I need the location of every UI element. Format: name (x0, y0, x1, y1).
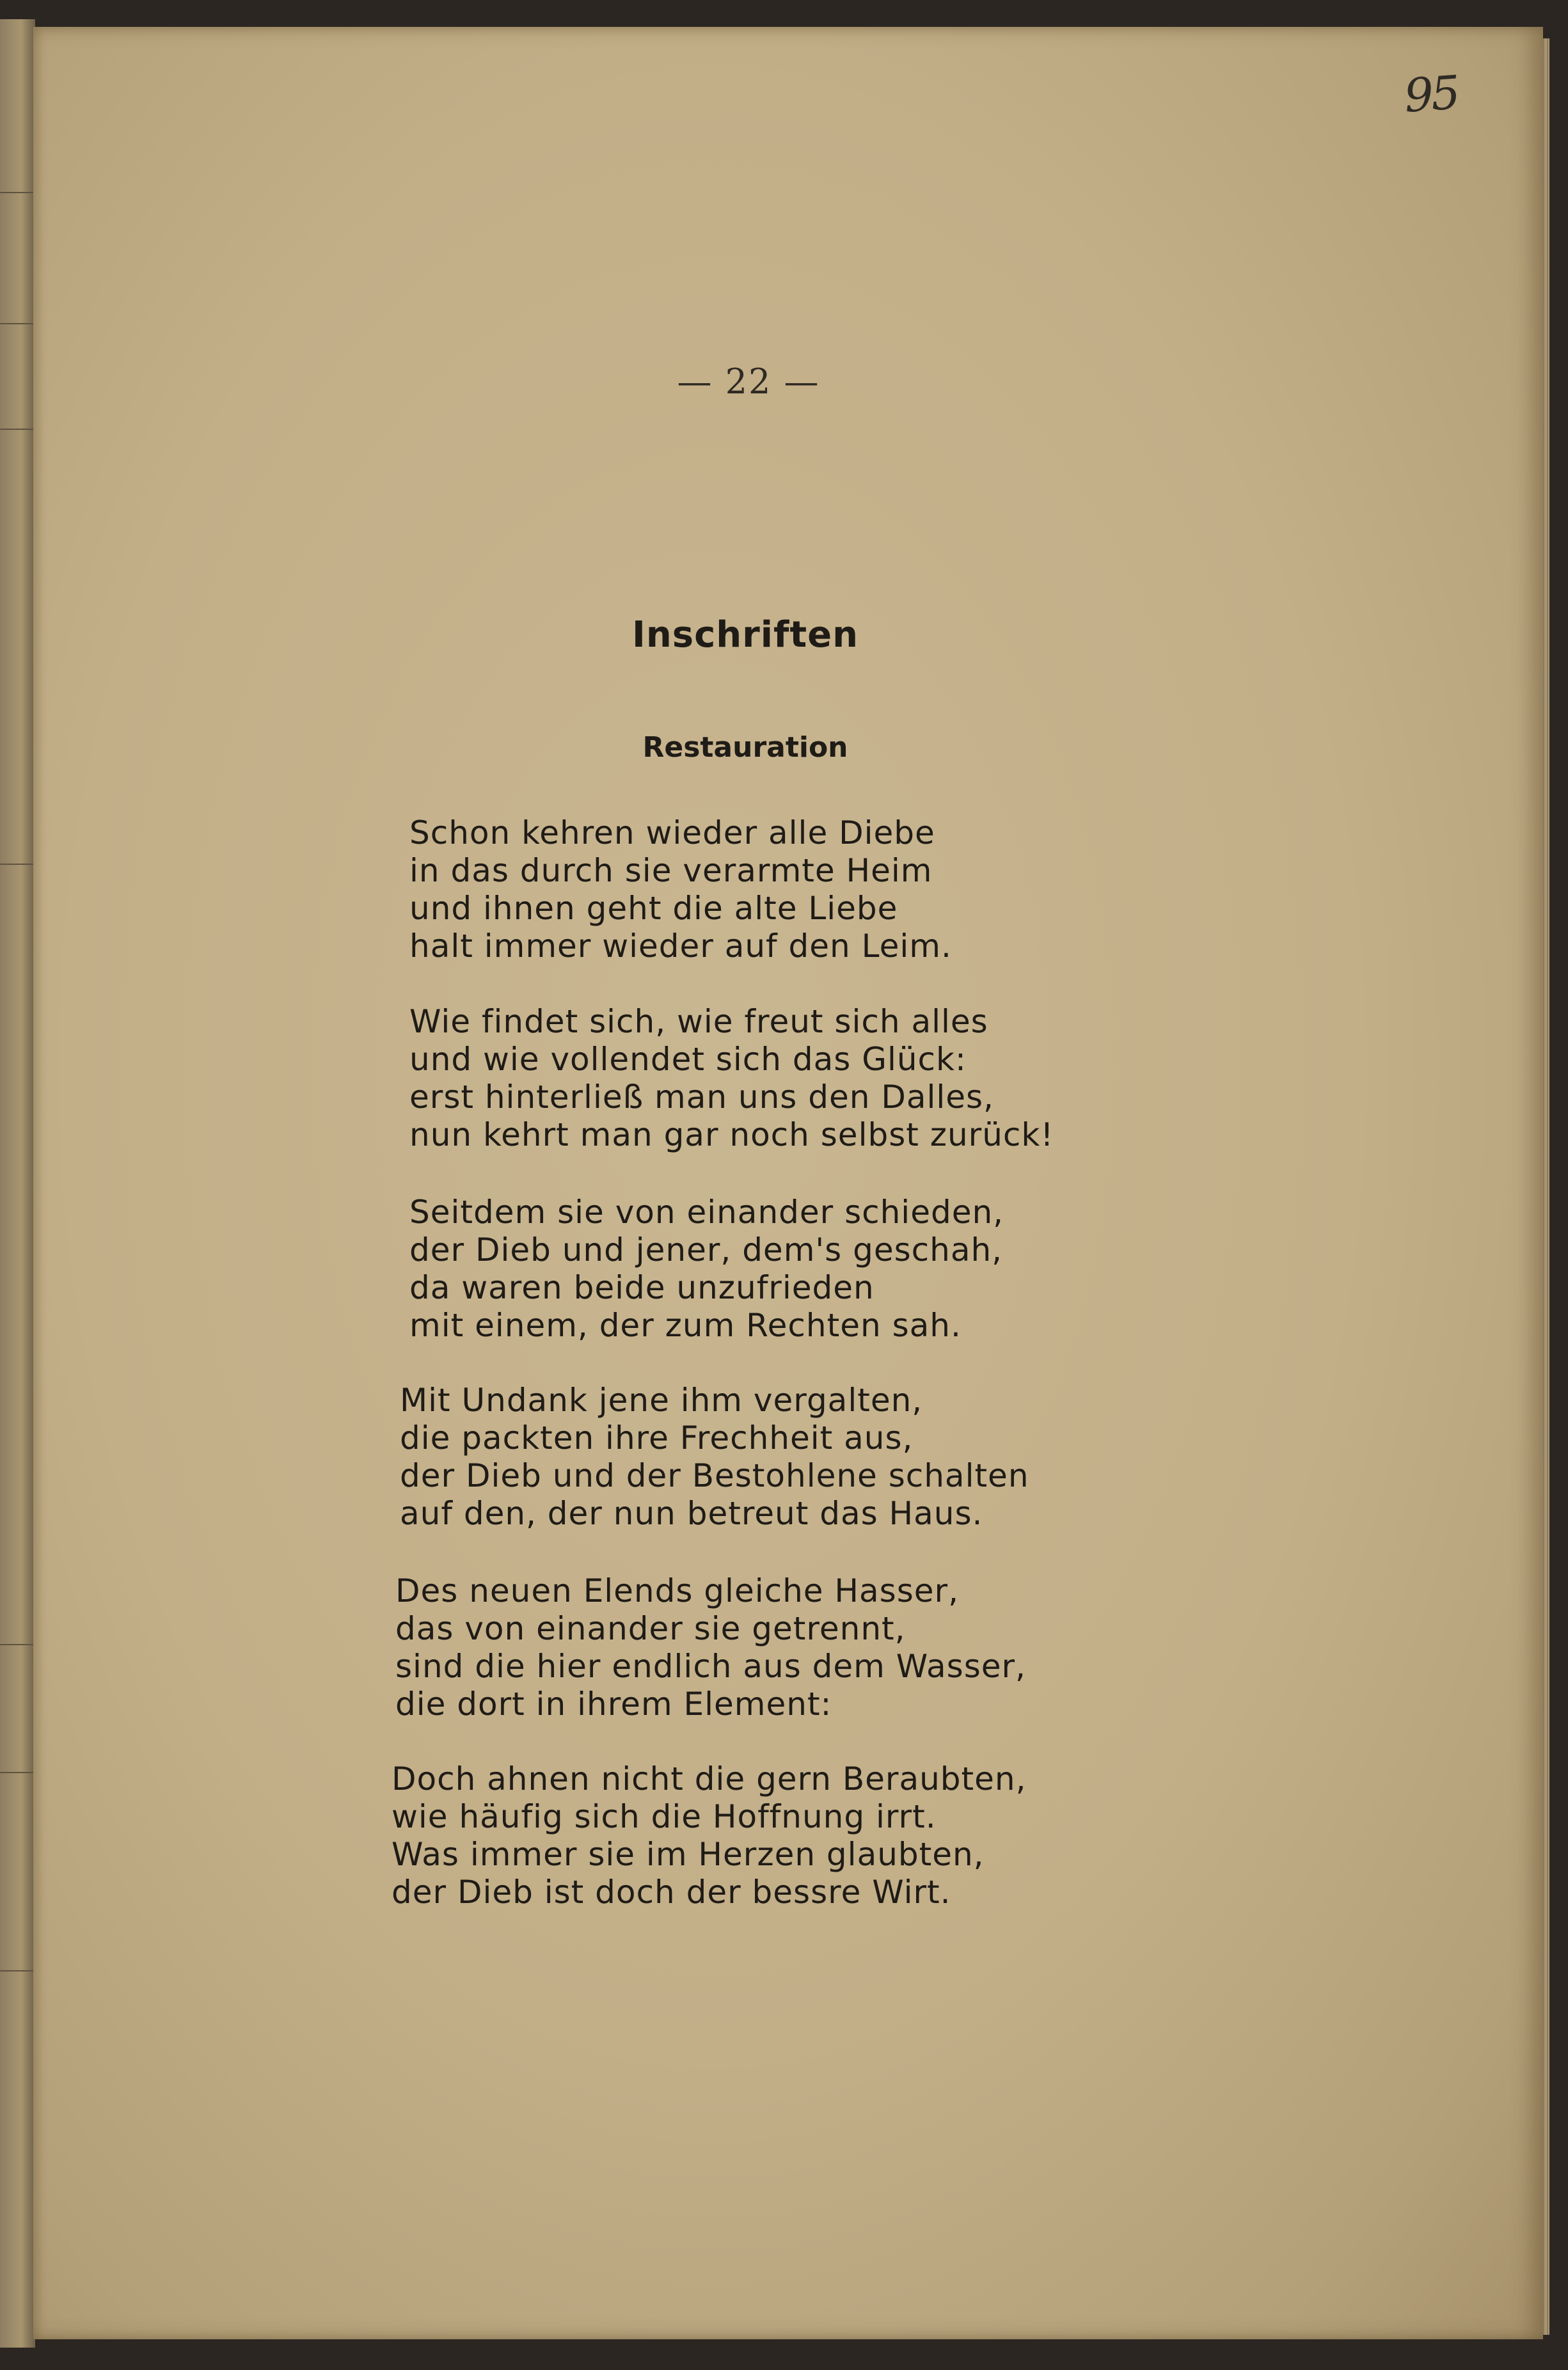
strip-line (0, 1772, 35, 1773)
poem-line: Mit Undank jene ihm vergalten, (400, 1382, 923, 1419)
poem-line: mit einem, der zum Rechten sah. (409, 1307, 962, 1344)
stanza (400, 1382, 1104, 1533)
poem-line: Seitdem sie von einander schieden, (409, 1194, 1004, 1231)
stanza (409, 1194, 1113, 1345)
stanza (409, 814, 1113, 965)
strip-line (0, 1970, 35, 1971)
page-title: Inschriften (632, 614, 859, 656)
strip-line (0, 323, 35, 324)
poem-line: das von einander sie getrennt, (395, 1610, 906, 1647)
poem-line: der Dieb und der Bestohlene schalten (400, 1457, 1029, 1494)
poem-line: der Dieb und jener, dem's geschah, (409, 1231, 1003, 1268)
poem-line: Des neuen Elends gleiche Hasser, (395, 1572, 959, 1609)
page-number: — 22 — (677, 361, 820, 402)
archive-number: 95 (1402, 65, 1460, 123)
poem-line: Was immer sie im Herzen glaubten, (392, 1836, 985, 1873)
strip-line (0, 1644, 35, 1645)
poem-line: auf den, der nun betreut das Haus. (400, 1495, 983, 1532)
strip-line (0, 192, 35, 193)
stanza (392, 1760, 1095, 1911)
stanza (409, 1003, 1113, 1154)
poem-line: der Dieb ist doch der bessre Wirt. (392, 1874, 951, 1911)
poem-line: nun kehrt man gar noch selbst zurück! (409, 1116, 1054, 1153)
poem-line: Doch ahnen nicht die gern Beraubten, (392, 1760, 1027, 1797)
poem-line: wie häufig sich die Hoffnung irrt. (392, 1798, 937, 1835)
poem-line: Schon kehren wieder alle Diebe (409, 814, 935, 851)
poem-line: halt immer wieder auf den Leim. (409, 928, 952, 965)
strip-line (0, 864, 35, 865)
stanza (395, 1572, 1099, 1723)
poem-line: die packten ihre Frechheit aus, (400, 1419, 914, 1457)
poem-line: die dort in ihrem Element: (395, 1686, 832, 1723)
poem-line: erst hinterließ man uns den Dalles, (409, 1078, 994, 1116)
poem-line: sind die hier endlich aus dem Wasser, (395, 1648, 1026, 1685)
poem-line: da waren beide unzufrieden (409, 1269, 875, 1306)
poem-line: und wie vollendet sich das Glück: (409, 1041, 967, 1078)
poem-line: und ihnen geht die alte Liebe (409, 890, 898, 927)
poem-line: in das durch sie verarmte Heim (409, 852, 933, 889)
strip-line (0, 429, 35, 430)
poem-title: Restauration (642, 731, 848, 764)
poem-line: Wie findet sich, wie freut sich alles (409, 1003, 988, 1040)
